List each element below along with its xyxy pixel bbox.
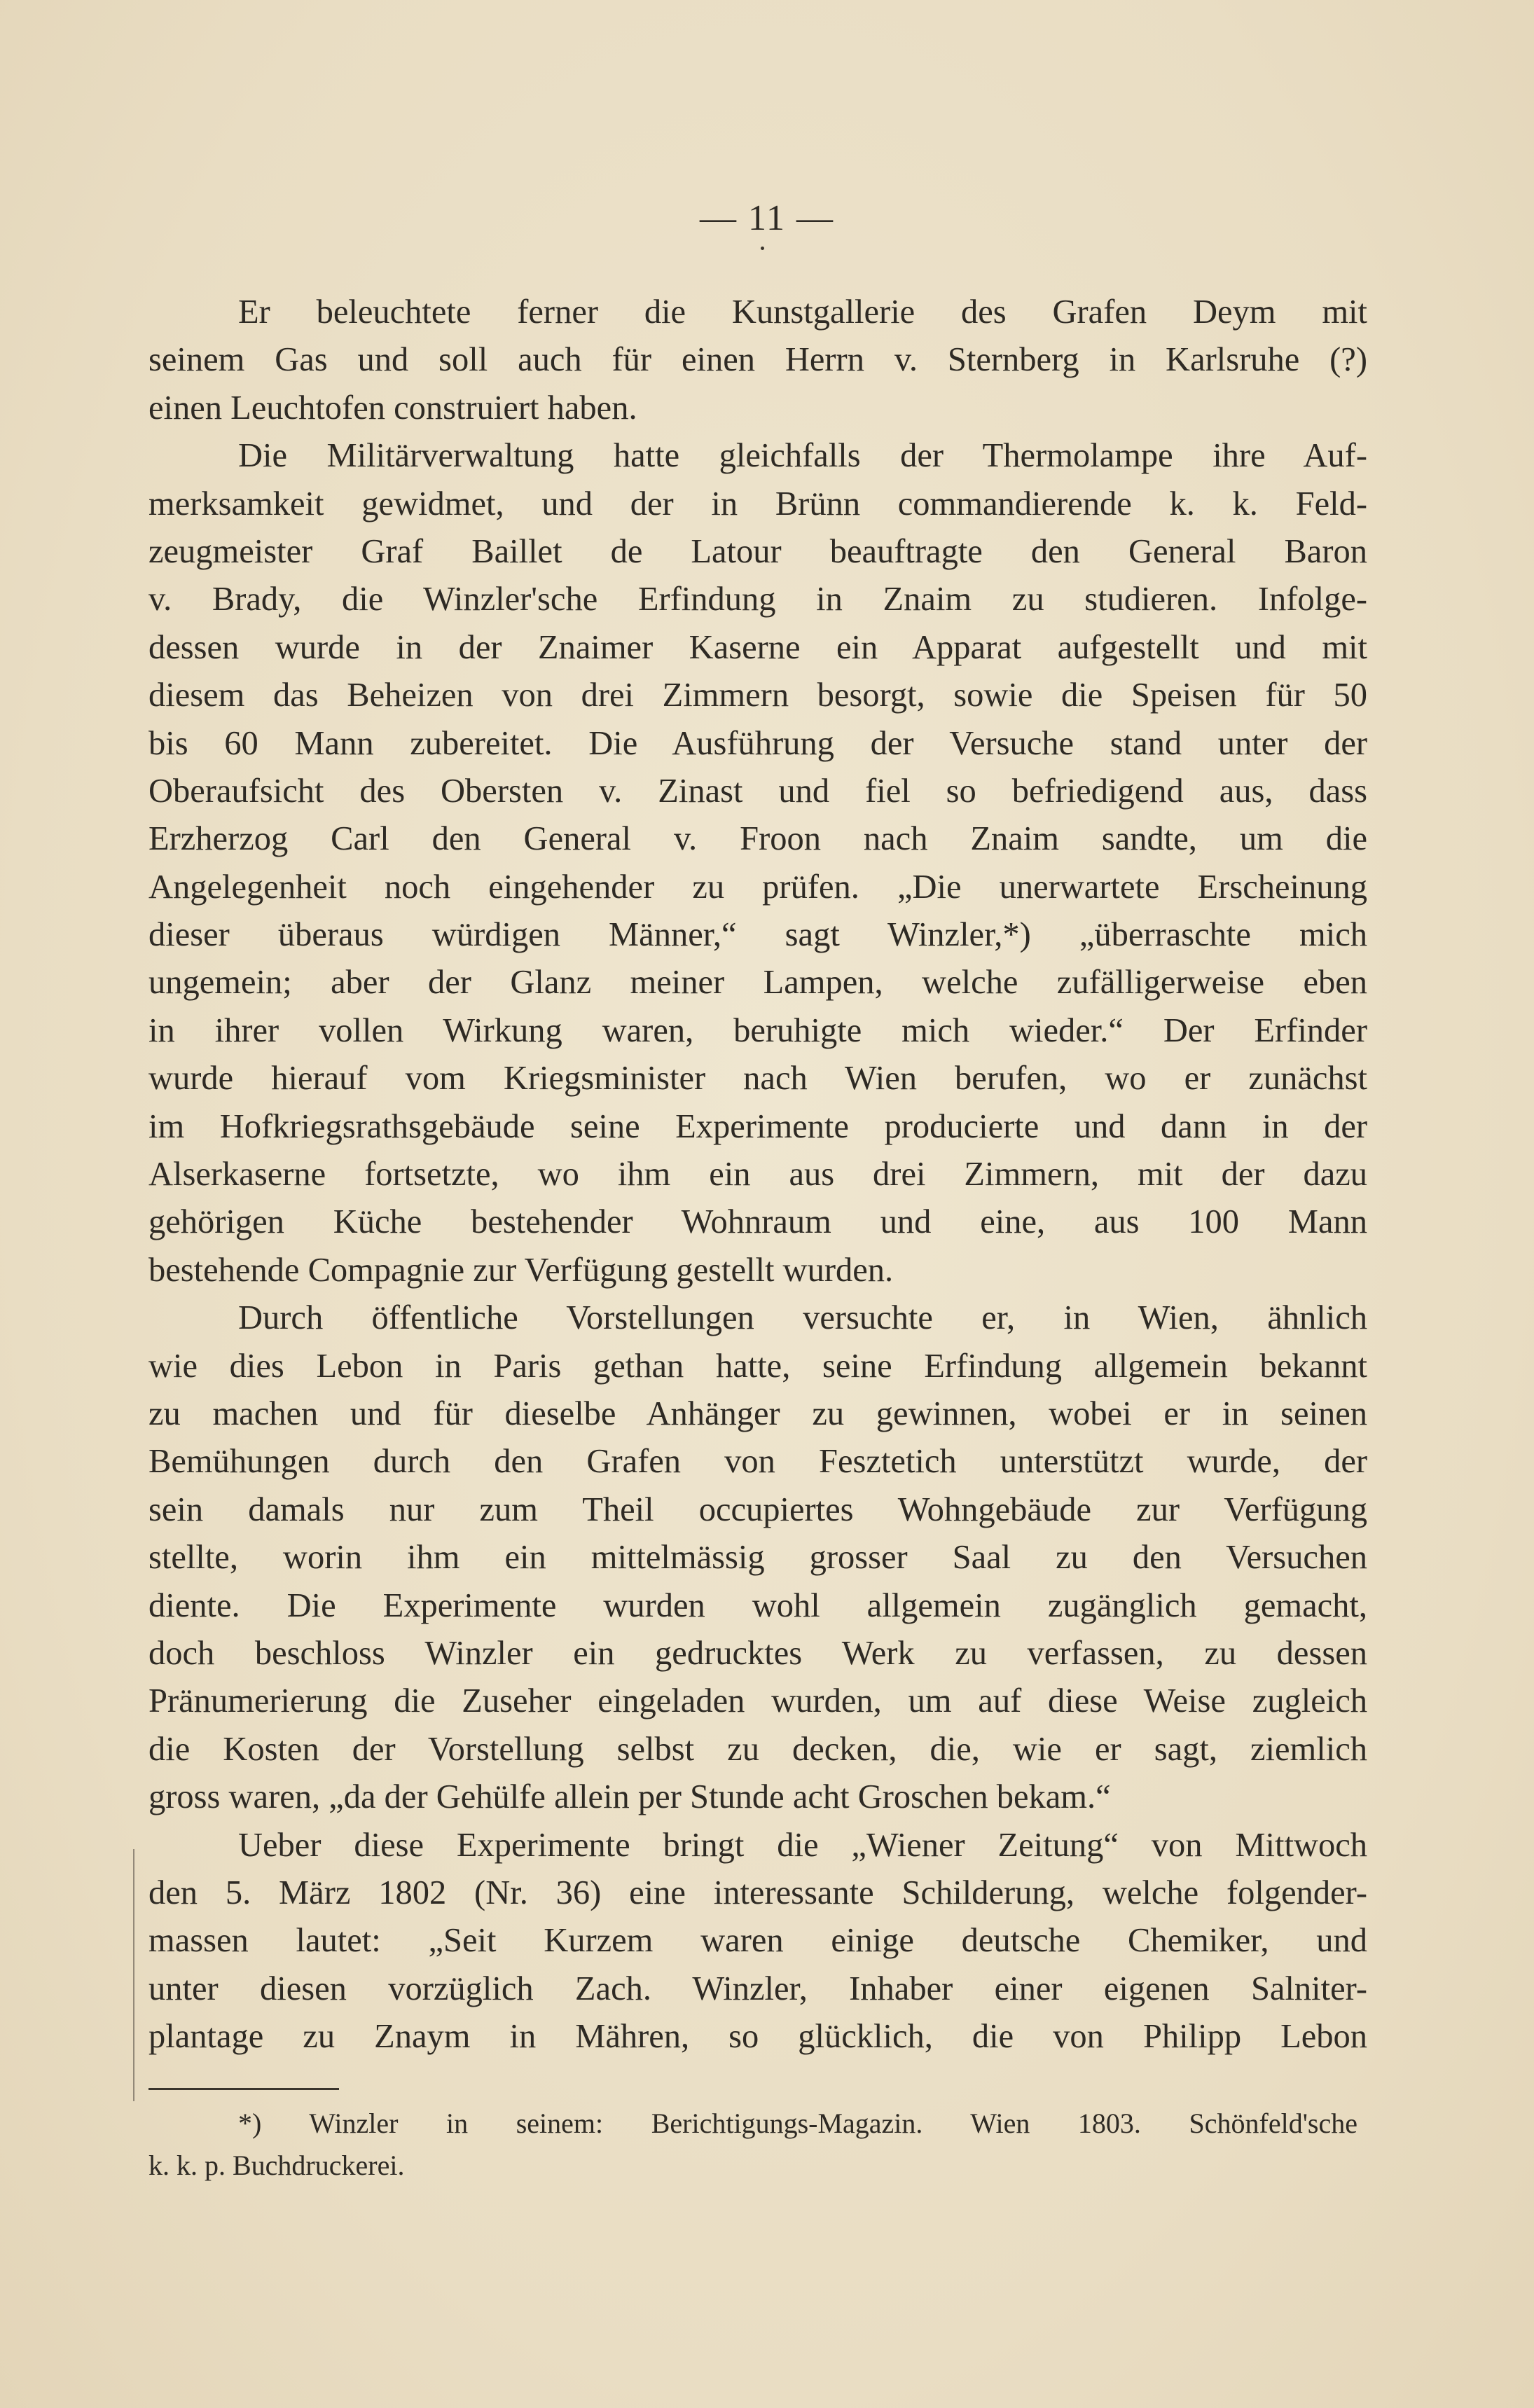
text-line: diesem das Beheizen von drei Zimmern besorgt, sowie die Speisen für 50 (148, 677, 1367, 714)
text-line: im Hofkriegsrathsgebäude seine Experimente producierte und dann in der (148, 1107, 1367, 1145)
body-text (148, 289, 1367, 2061)
text-line: Die Militärverwaltung hatte gleichfalls der Thermolampe ihre Auf- (238, 437, 1367, 475)
text-line: den 5. März 1802 (Nr. 36) eine interessante Schilderung, welche folgender- (148, 1874, 1367, 1911)
text-line: bis 60 Mann zubereitet. Die Ausführung der Versuche stand unter der (148, 724, 1367, 762)
text-line: sein damals nur zum Theil occupiertes Wohngebäude zur Verfügung (148, 1490, 1367, 1528)
text-line: unter diesen vorzüglich Zach. Winzler, Inhaber einer eigenen Salniter- (148, 1970, 1367, 2007)
text-line: zu machen und für dieselbe Anhänger zu gewinnen, wobei er in seinen (148, 1395, 1367, 1432)
text-line: plantage zu Znaym in Mähren, so glücklich, die von Philipp Lebon (148, 2018, 1367, 2056)
text-line: doch beschloss Winzler ein gedrucktes Werk zu verfassen, zu dessen (148, 1634, 1367, 1672)
text-line: gehörigen Küche bestehender Wohnraum und eine, aus 100 Mann (148, 1203, 1367, 1241)
text-line: stellte, worin ihm ein mittelmässig grosser Saal zu den Versuchen (148, 1539, 1367, 1577)
footnote-divider (148, 2088, 339, 2090)
text-line: ungemein; aber der Glanz meiner Lampen, welche zufälligerweise eben (148, 964, 1367, 1002)
text-line: Oberaufsicht des Obersten v. Zinast und fiel so befriedigend aus, dass (148, 772, 1367, 810)
text-line: v. Brady, die Winzler'sche Erfindung in Znaim zu studieren. Infolge- (148, 581, 1367, 618)
text-line: dieser überaus würdigen Männer,“ sagt Winzler,*) „überraschte mich (148, 916, 1367, 954)
text-line: zeugmeister Graf Baillet de Latour beauftragte den General Baron (148, 532, 1367, 570)
text-line: wurde hierauf vom Kriegsminister nach Wien berufen, wo er zunächst (148, 1060, 1367, 1098)
footnote (148, 2103, 1357, 2187)
page-number-header: — 11 — (699, 198, 835, 238)
text-line: Er beleuchtete ferner die Kunstgallerie des Grafen Deym mit (238, 293, 1367, 331)
text-line: Pränumerierung die Zuseher eingeladen wurden, um auf diese Weise zugleich (148, 1682, 1367, 1720)
text-line: Alserkaserne fortsetzte, wo ihm ein aus drei Zimmern, mit der dazu (148, 1156, 1367, 1193)
print-speck (761, 247, 764, 250)
text-line: einen Leuchtofen construiert haben. (148, 389, 637, 427)
text-line: massen lautet: „Seit Kurzem waren einige deutsche Chemiker, und (148, 1922, 1367, 1960)
text-line: Durch öffentliche Vorstellungen versuchte er, in Wien, ähnlich (238, 1299, 1367, 1337)
text-line: seinem Gas und soll auch für einen Herrn v. Sternberg in Karlsruhe (?) (148, 341, 1367, 379)
text-line: dessen wurde in der Znaimer Kaserne ein Apparat aufgestellt und mit (148, 628, 1367, 666)
text-line: die Kosten der Vorstellung selbst zu decken, die, wie er sagt, ziemlich (148, 1730, 1367, 1768)
text-line: merksamkeit gewidmet, und der in Brünn commandierende k. k. Feld- (148, 485, 1367, 523)
text-line: diente. Die Experimente wurden wohl allgemein zugänglich gemacht, (148, 1586, 1367, 1624)
text-line: Bemühungen durch den Grafen von Fesztetich unterstützt wurde, der (148, 1443, 1367, 1481)
text-line: Erzherzog Carl den General v. Froon nach Znaim sandte, um die (148, 820, 1367, 858)
text-line: bestehende Compagnie zur Verfügung gestellt wurden. (148, 1251, 894, 1289)
footnote-line: *) Winzler in seinem: Berichtigungs-Magazin. Wien 1803. Schönfeld'sche (238, 2108, 1357, 2139)
text-line: Angelegenheit noch eingehender zu prüfen. „Die unerwartete Erscheinung (148, 868, 1367, 906)
text-line: Ueber diese Experimente bringt die „Wiener Zeitung“ von Mittwoch (238, 1826, 1367, 1864)
text-line: in ihrer vollen Wirkung waren, beruhigte mich wieder.“ Der Erfinder (148, 1011, 1367, 1049)
text-line: gross waren, „da der Gehülfe allein per Stunde acht Groschen bekam.“ (148, 1778, 1111, 1816)
text-line: wie dies Lebon in Paris gethan hatte, seine Erfindung allgemein bekannt (148, 1347, 1367, 1385)
margin-pencil-mark (133, 1849, 134, 2101)
footnote-line: k. k. p. Buchdruckerei. (148, 2150, 405, 2181)
